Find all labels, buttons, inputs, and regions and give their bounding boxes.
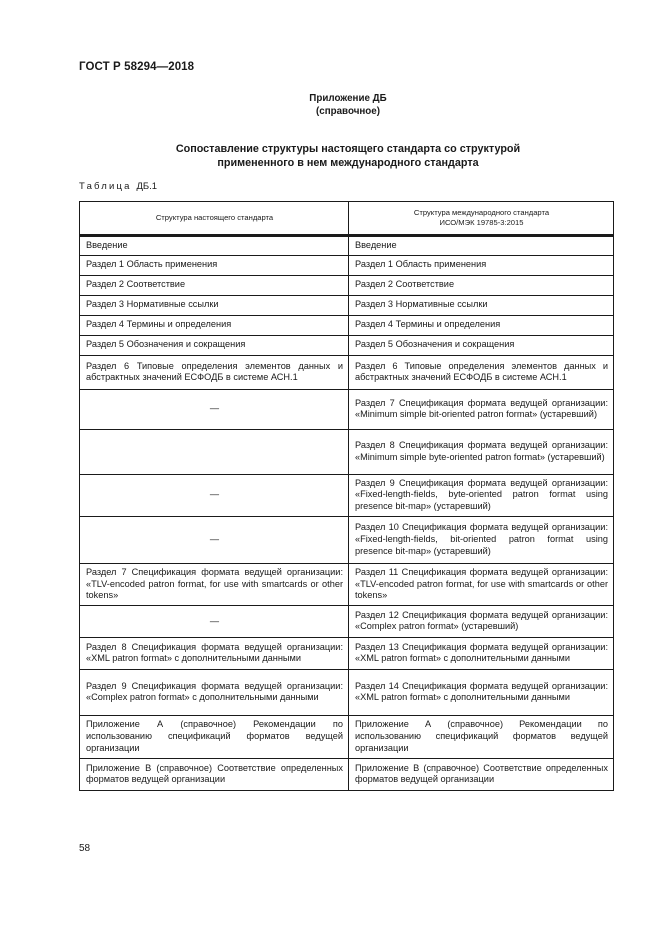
table-row [80,255,614,275]
table-row [80,474,614,516]
cell-national-structure: Раздел 4 Термины и определения [80,315,349,335]
cell-international-structure: Раздел 12 Спецификация формата ведущей организации: «Complex patron format» (устаревший) [349,605,614,637]
cell-national-structure: Раздел 2 Соответствие [80,275,349,295]
cell-national-structure: Раздел 6 Типовые определения элементов данных и абстрактных значений ЕСФОДБ в системе АСН.1 [80,355,349,389]
table-row [80,295,614,315]
table-row [80,516,614,563]
table-row [80,758,614,790]
table-row [80,715,614,758]
cell-international-structure: Приложение А (справочное) Рекомендации по использованию спецификаций форматов ведущей организации [349,715,614,758]
cell-national-structure: Раздел 1 Область применения [80,255,349,275]
table-row [80,389,614,429]
cell-international-structure: Раздел 9 Спецификация формата ведущей организации: «Fixed-length-fields, byte-oriented patron format using presence bit-map» (устаревший) [349,474,614,516]
cell-international-structure: Раздел 4 Термины и определения [349,315,614,335]
column-header-national: Структура настоящего стандарта [80,202,349,236]
cell-international-structure: Раздел 14 Спецификация формата ведущей организации: «XML patron format» с дополнительными данными [349,669,614,715]
table-caption [79,181,157,192]
cell-international-structure: Раздел 11 Спецификация формата ведущей организации: «TLV-encoded patron format, for use with smartcards or other tokens» [349,563,614,605]
cell-national-structure: Введение [80,236,349,256]
cell-international-structure: Раздел 13 Спецификация формата ведущей организации: «XML patron format» с дополнительными данными [349,637,614,669]
cell-international-structure: Раздел 10 Спецификация формата ведущей организации: «Fixed-length-fields, bit-oriented patron format using presence bit-map» (устаревший) [349,516,614,563]
table-row [80,637,614,669]
cell-international-structure: Раздел 7 Спецификация формата ведущей организации: «Minimum simple bit-oriented patron format» (устаревший) [349,389,614,429]
table-row [80,275,614,295]
appendix-type: (справочное) [316,105,380,117]
cell-national-structure: — [80,516,349,563]
column-header-international [349,202,614,236]
appendix-title: Приложение ДБ [309,93,387,104]
table-row [80,605,614,637]
table-caption-word: Таблица [79,181,132,192]
cell-international-structure: Введение [349,236,614,256]
table-row [80,669,614,715]
cell-national-structure [80,429,349,474]
column-header-international-line1: Структура международного стандарта [413,207,550,217]
page-number: 58 [79,843,91,854]
table-row [80,563,614,605]
table-row [80,335,614,355]
cell-national-structure: Раздел 7 Спецификация формата ведущей организации: «TLV-encoded patron format, for use with smartcards or other tokens» [80,563,349,605]
table-row [80,236,614,256]
cell-international-structure: Раздел 6 Типовые определения элементов данных и абстрактных значений ЕСФОДБ в системе АСН.1 [349,355,614,389]
cell-national-structure: — [80,605,349,637]
appendix-heading [0,93,661,118]
table-row [80,429,614,474]
cell-international-structure: Раздел 8 Спецификация формата ведущей организации: «Minimum simple byte-oriented patron format» (устаревший) [349,429,614,474]
table-header-row [80,202,614,236]
cell-international-structure: Раздел 2 Соответствие [349,275,614,295]
cell-international-structure: Раздел 1 Область применения [349,255,614,275]
cell-national-structure: Приложение А (справочное) Рекомендации по использованию спецификаций форматов ведущей организации [80,715,349,758]
cell-national-structure: Раздел 8 Спецификация формата ведущей организации: «XML patron format» с дополнительными данными [80,637,349,669]
document-title [0,142,661,170]
table-caption-number: ДБ.1 [136,181,158,192]
cell-national-structure: — [80,474,349,516]
cell-national-structure: Раздел 9 Спецификация формата ведущей организации: «Complex patron format» с дополнительными данными [80,669,349,715]
structure-comparison-table [79,201,614,791]
cell-national-structure: Раздел 3 Нормативные ссылки [80,295,349,315]
column-header-international-line2: ИСО/МЭК 19785-3:2015 [439,218,524,227]
standard-number: ГОСТ Р 58294—2018 [79,61,195,73]
document-title-line2: примененного в нем международного стандарта [217,157,479,169]
table-row [80,315,614,335]
cell-international-structure: Приложение В (справочное) Соответствие определенных форматов ведущей организации [349,758,614,790]
cell-national-structure: Раздел 5 Обозначения и сокращения [80,335,349,355]
cell-national-structure: Приложение В (справочное) Соответствие определенных форматов ведущей организации [80,758,349,790]
cell-national-structure: — [80,389,349,429]
cell-international-structure: Раздел 5 Обозначения и сокращения [349,335,614,355]
table-row [80,355,614,389]
cell-international-structure: Раздел 3 Нормативные ссылки [349,295,614,315]
document-title-line1: Сопоставление структуры настоящего стандарта со структурой [175,143,521,155]
